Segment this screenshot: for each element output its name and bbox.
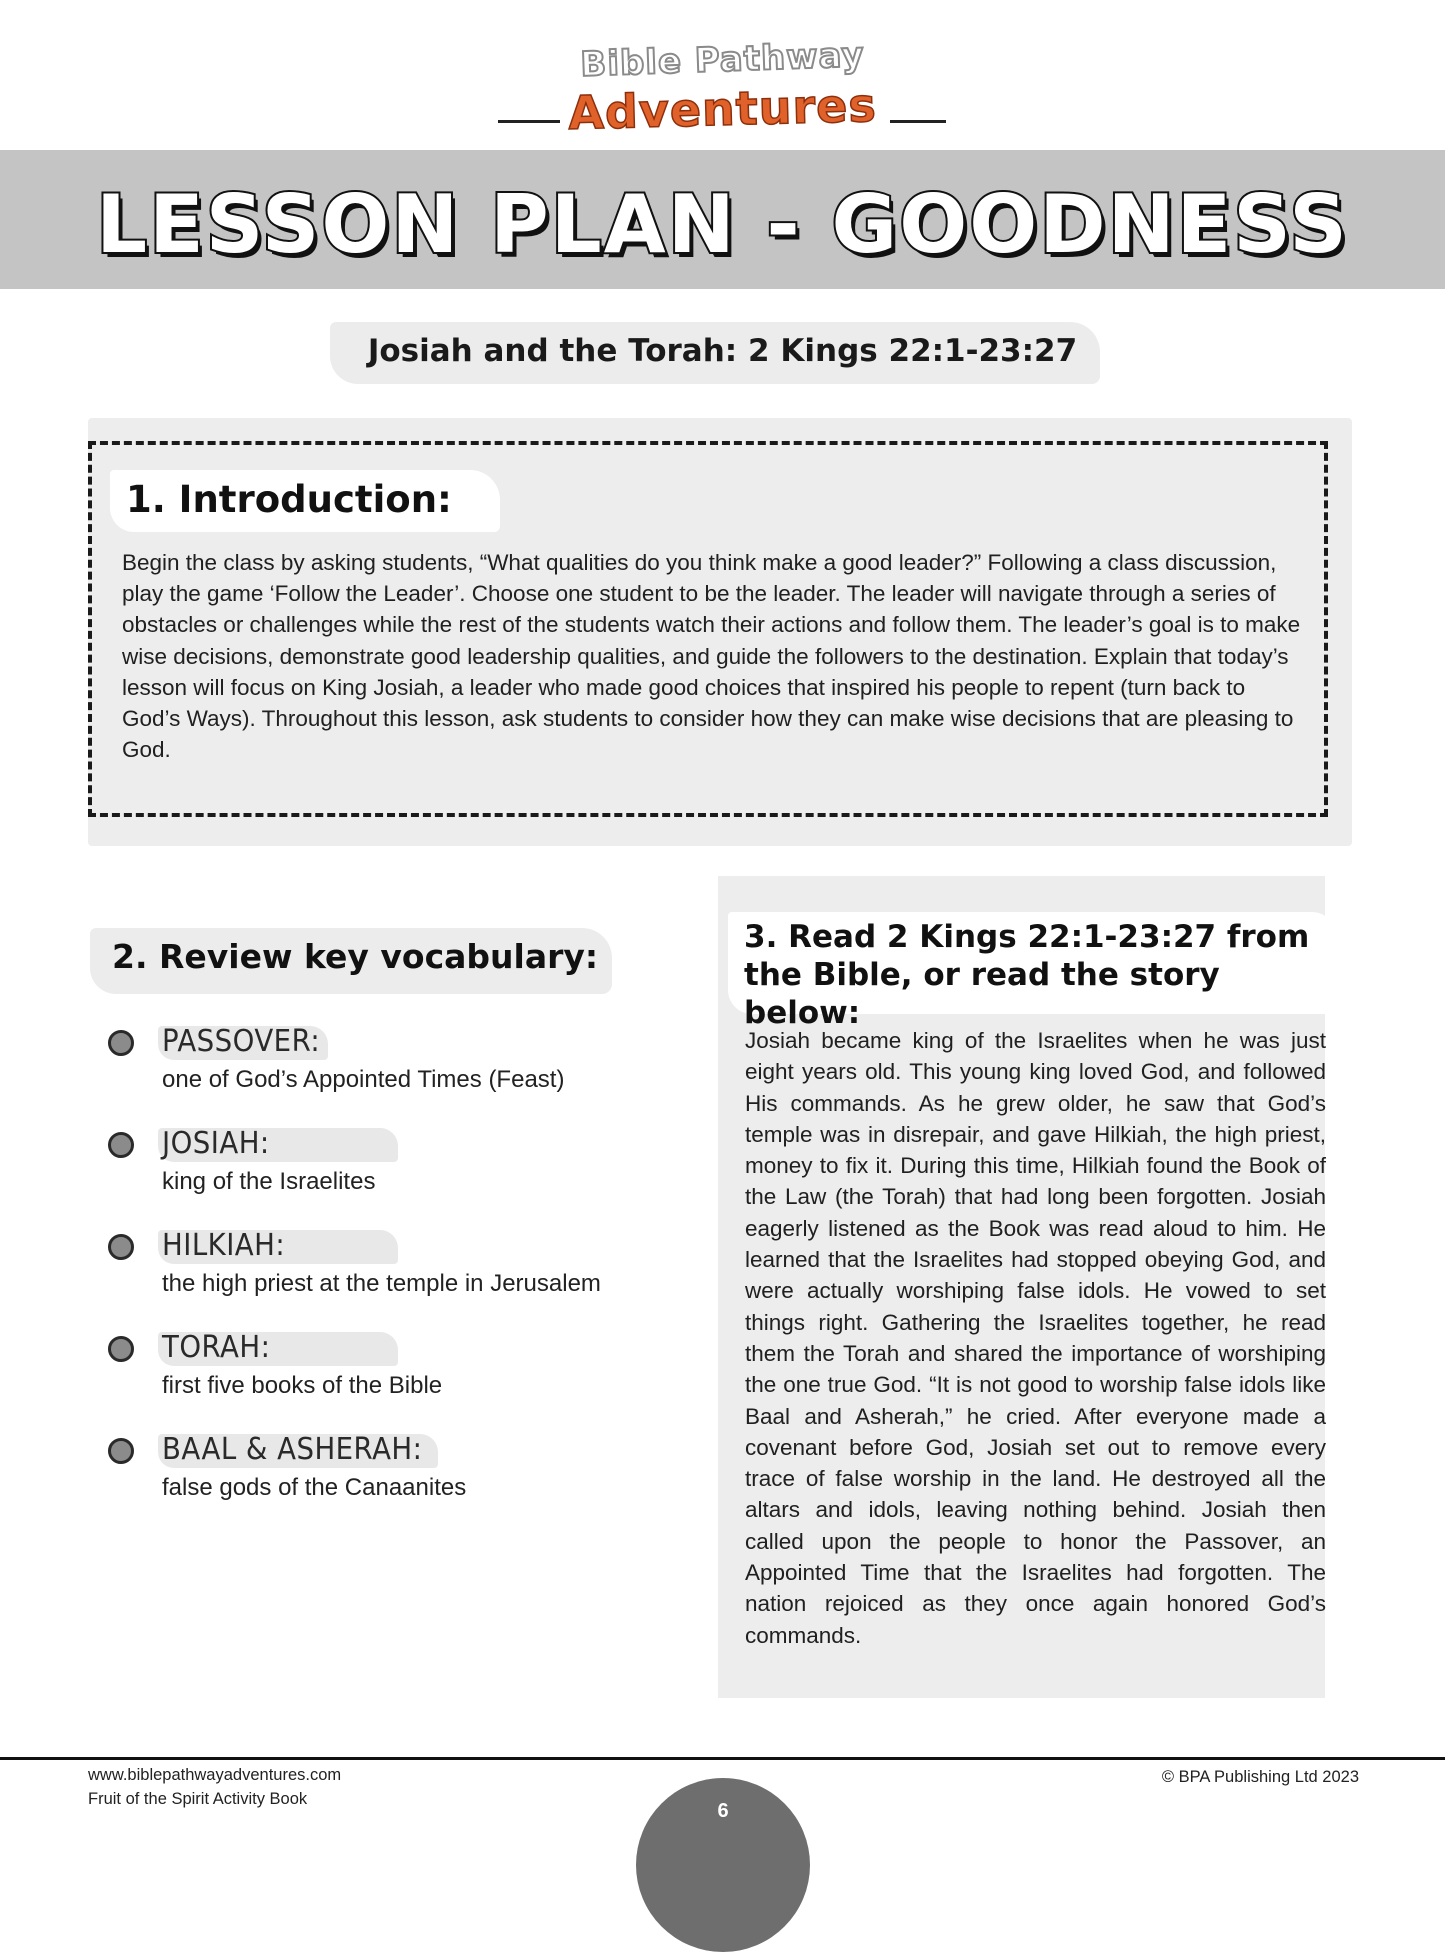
lesson-subtitle: Josiah and the Torah: 2 Kings 22:1-23:27 xyxy=(367,333,1078,369)
page-title: LESSON PLAN - GOODNESS xyxy=(96,178,1349,271)
vocabulary-definition: false gods of the Canaanites xyxy=(162,1474,467,1501)
vocabulary-item xyxy=(108,1224,668,1326)
vocabulary-term: BAAL & ASHERAH: xyxy=(162,1432,423,1467)
vocabulary-definition: king of the Israelites xyxy=(162,1168,376,1195)
story-heading xyxy=(744,918,1334,1032)
vocabulary-definition: first five books of the Bible xyxy=(162,1372,443,1399)
vocabulary-term: PASSOVER: xyxy=(162,1024,321,1059)
bullet-icon xyxy=(108,1132,134,1158)
bullet-icon xyxy=(108,1438,134,1464)
introduction-heading: 1. Introduction: xyxy=(126,478,452,521)
bullet-icon xyxy=(108,1336,134,1362)
vocabulary-definition: the high priest at the temple in Jerusalem xyxy=(162,1270,601,1297)
page-number-badge xyxy=(636,1778,810,1952)
logo-line2: Adventures xyxy=(567,77,878,141)
footer-book-title: Fruit of the Spirit Activity Book xyxy=(88,1790,308,1808)
vocabulary-heading: 2. Review key vocabulary: xyxy=(112,937,599,976)
story-body: Josiah became king of the Israelites when he was just eight years old. This young king loved God, and followed His commands. As he grew older, he saw that God’s temple was in disrepair, and gave Hilkiah, the high priest, money to fix it. During this time, Hilkiah found the Book of the Law (the Torah) that had long been forgotten. Josiah eagerly listened as the Book was read aloud to him. He learned that the Israelites had stopped obeying God, and were actually worshiping false idols. He vowed to set things right. Gathering the Israelites together, he read them the Torah and shared the importance of worshiping the one true God. “It is not good to worship false idols like Baal and Asherah,” he cried. After everyone made a covenant before God, Josiah set out to remove every trace of false worship in the land. He destroyed all the altars and idols, leaving nothing behind. Josiah then called upon the people to honor the Passover, an Appointed Time that the Israelites had forgotten. The nation rejoiced as they once again honored God’s commands. xyxy=(745,1028,1326,1648)
vocabulary-item xyxy=(108,1428,668,1530)
vocabulary-item xyxy=(108,1020,668,1122)
vocabulary-item xyxy=(108,1122,668,1224)
logo xyxy=(0,28,1445,141)
vocabulary-term: HILKIAH: xyxy=(162,1228,286,1263)
vocabulary-list xyxy=(108,1020,668,1530)
bullet-icon xyxy=(108,1030,134,1056)
vocabulary-term: TORAH: xyxy=(162,1330,271,1365)
page-number: 6 xyxy=(717,1800,729,1822)
introduction-body: Begin the class by asking students, “What qualities do you think make a good leader?” Following a class discussion, play the game ‘Follow the Leader’. Choose one student to be the leader. The leader will navigate through a series of obstacles or challenges while the rest of the students watch their actions and follow them. The leader’s goal is to make wise decisions, demonstrate good leadership qualities, and guide the followers to the destination. Explain that today’s lesson will focus on King Josiah, a leader who made good choices that inspired his people to repent (turn back to God’s Ways). Throughout this lesson, ask students to consider how they can make wise decisions that are pleasing to God. xyxy=(122,550,1301,763)
vocabulary-definition: one of God’s Appointed Times (Feast) xyxy=(162,1066,565,1093)
story-heading-line2: the Bible, or read the story below: xyxy=(744,957,1220,1031)
logo-line1: Bible Pathway xyxy=(579,35,866,85)
story-heading-line1: 3. Read 2 Kings 22:1-23:27 from xyxy=(744,919,1310,955)
footer-rule xyxy=(0,1757,1445,1760)
vocabulary-term: JOSIAH: xyxy=(162,1126,270,1161)
vocabulary-item xyxy=(108,1326,668,1428)
bullet-icon xyxy=(108,1234,134,1260)
footer-copyright: © BPA Publishing Ltd 2023 xyxy=(1161,1768,1359,1786)
footer-website: www.biblepathwayadventures.com xyxy=(88,1766,342,1784)
title-band xyxy=(0,150,1445,289)
